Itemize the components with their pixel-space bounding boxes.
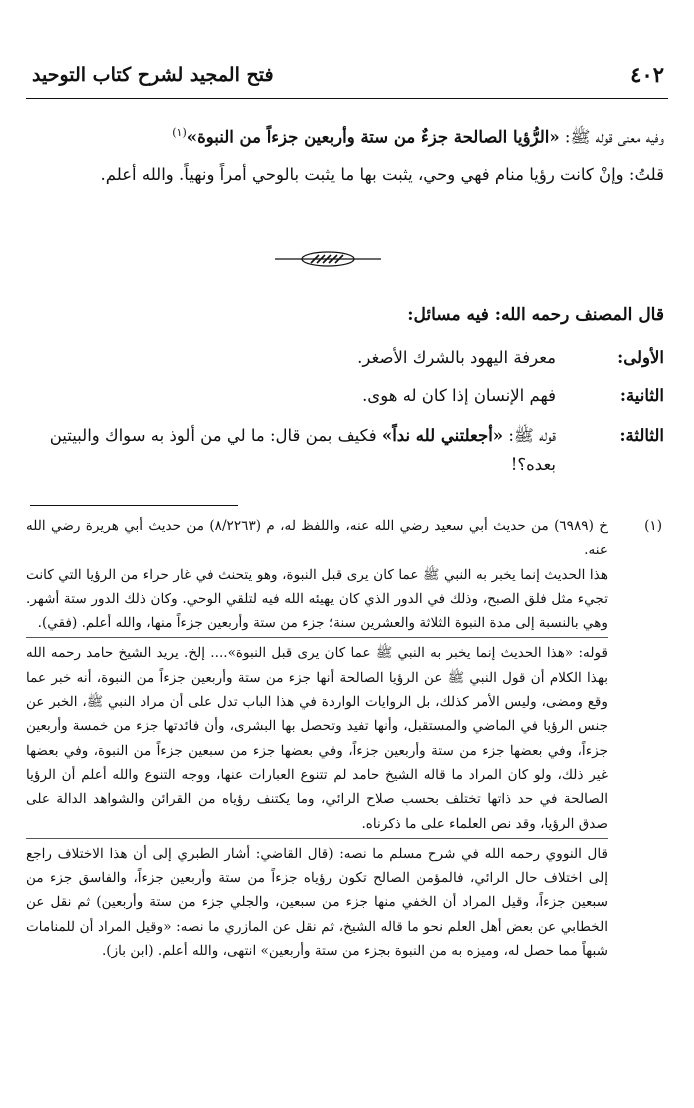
footnote-rule <box>30 505 238 506</box>
issue-quote: «أجعلتني لله نداً» <box>381 426 504 445</box>
hadith-intro: وفيه معنى قوله ﷺ: <box>559 127 664 147</box>
issue-text <box>30 421 556 479</box>
running-title: فتح المجيد لشرح كتاب التوحيد <box>32 64 274 86</box>
paragraph-comment <box>30 160 664 189</box>
paragraph-hadith <box>30 118 664 152</box>
page-number: ٤٠٢ <box>630 62 664 87</box>
footnote <box>26 514 664 963</box>
footnote-body <box>26 514 608 963</box>
footnote-source: خ (٦٩٨٩) من حديث أبي سعيد رضي الله عنه، واللفظ له، م (٨/٢٢٦٣) من حديث أبي هريرة رضي الله عنه. <box>26 518 608 559</box>
issue-rest: فكيف بمن قال: ما لي من ألوذ به سواك والبيتين بعده؟! <box>49 426 556 474</box>
footnote-separator <box>26 637 608 639</box>
hadith-quote: «الرُّؤيا الصالحة جزءٌ من ستة وأربعين جزءاً من النبوة» <box>186 127 560 147</box>
issue-item-3 <box>30 421 664 479</box>
footnote-ref: (١) <box>172 126 187 139</box>
issue-item-1 <box>30 343 664 372</box>
issues-heading: قال المصنف رحمه الله: فيه مسائل: <box>407 305 664 325</box>
footnote-note-ibnbaz-2: قال النووي رحمه الله في شرح مسلم ما نصه: (قال القاضي: أشار الطبري إلى أن هذا الاختلاف راجع إلى اختلاف حال الرائي، فالمؤمن الصالح تكون رؤياه جزءاً من ستة وأربعين جزءاً، والفاسق جزء من سبعين جزءاً، وقيل المراد أن الخفي منها جزء من سبعين، والجلي جزء من ستة وأربعين) ثم نقل عن الخطابي عن بعض أهل العلم نحو ما قاله الشيخ، ثم نقل عن المازري ما نصه: «وقيل المراد أن للمنامات شبهاً مما حصل له، وميزه به من النبوة بجزء من ستة وأربعين» انتهى، والله أعلم. (ابن باز). <box>26 845 608 960</box>
issue-label: الأولى: <box>617 348 664 367</box>
footnote-separator <box>26 838 608 840</box>
issue-label: الثالثة: <box>619 426 664 445</box>
header-rule <box>26 98 668 99</box>
ornament-divider-icon <box>273 249 383 269</box>
footnote-note-faqi: هذا الحديث إنما يخبر به النبي ﷺ عما كان يرى قبل النبوة، وهو يتحنث في غار حراء من الرؤيا التي كانت تجيء مثل فلق الصبح، وذلك في الدور الذي كان يهيئه الله فيه لتلقي الوحي. وكان ذلك الدور ستة أشهر. وهي بالنسبة إلى مدة النبوة الثلاثة والعشرين سنة؛ جزء من ستة وأربعين جزءاً منها، والله أعلم. (فقي). <box>26 566 608 632</box>
issue-text: معرفة اليهود بالشرك الأصغر. <box>357 348 556 367</box>
issue-label: الثانية: <box>619 386 664 405</box>
footnote-note-ibnbaz-1: قوله: «هذا الحديث إنما يخبر به النبي ﷺ عما كان يرى قبل النبوة».... إلخ. يريد الشيخ حامد رحمه الله بهذا الكلام أن قول النبي ﷺ عن الرؤيا الصالحة أنها جزء من ستة وأربعين جزءاً من النبوة، أنه خبر عما وقع ومضى، وليس الأمر كذلك، بل الروايات الواردة في هذا الباب تدل على أن مراد النبي ﷺ، الخبر عن جنس الرؤيا في الماضي والمستقبل، وأنها تفيد وتحصل بها البشرى، وأن فائدتها جزء من خمسة وأربعين جزءاً، وفي بعضها جزء من ستة وأربعين جزءاً، وفي بعضها جزء من سبعين جزءاً من النبوة، وفي بعضها غير ذلك، ولو كان المراد ما قاله الشيخ حامد لم تتنوع العبارات عنها، ووجه التنوع والله أعلم أن الرؤيا الصالحة في حد ذاتها تختلف بحسب صلاح الرائي، وما يكتنف رؤياه من القرائن والشواهد الدالة على صدق الرؤيا، وقد نص العلماء على ما ذكرناه. <box>26 645 608 832</box>
issue-text: فهم الإنسان إذا كان له هوى. <box>362 386 556 405</box>
issue-intro: قوله ﷺ: <box>503 426 556 445</box>
page-header <box>26 62 668 96</box>
issue-item-2 <box>30 381 664 410</box>
comment-text: قلتُ: وإنْ كانت رؤيا منام فهي وحي، يثبت بها ما يثبت بالوحي أمراً ونهياً. والله أعلم. <box>100 165 664 184</box>
footnote-number: (١) <box>644 518 662 534</box>
